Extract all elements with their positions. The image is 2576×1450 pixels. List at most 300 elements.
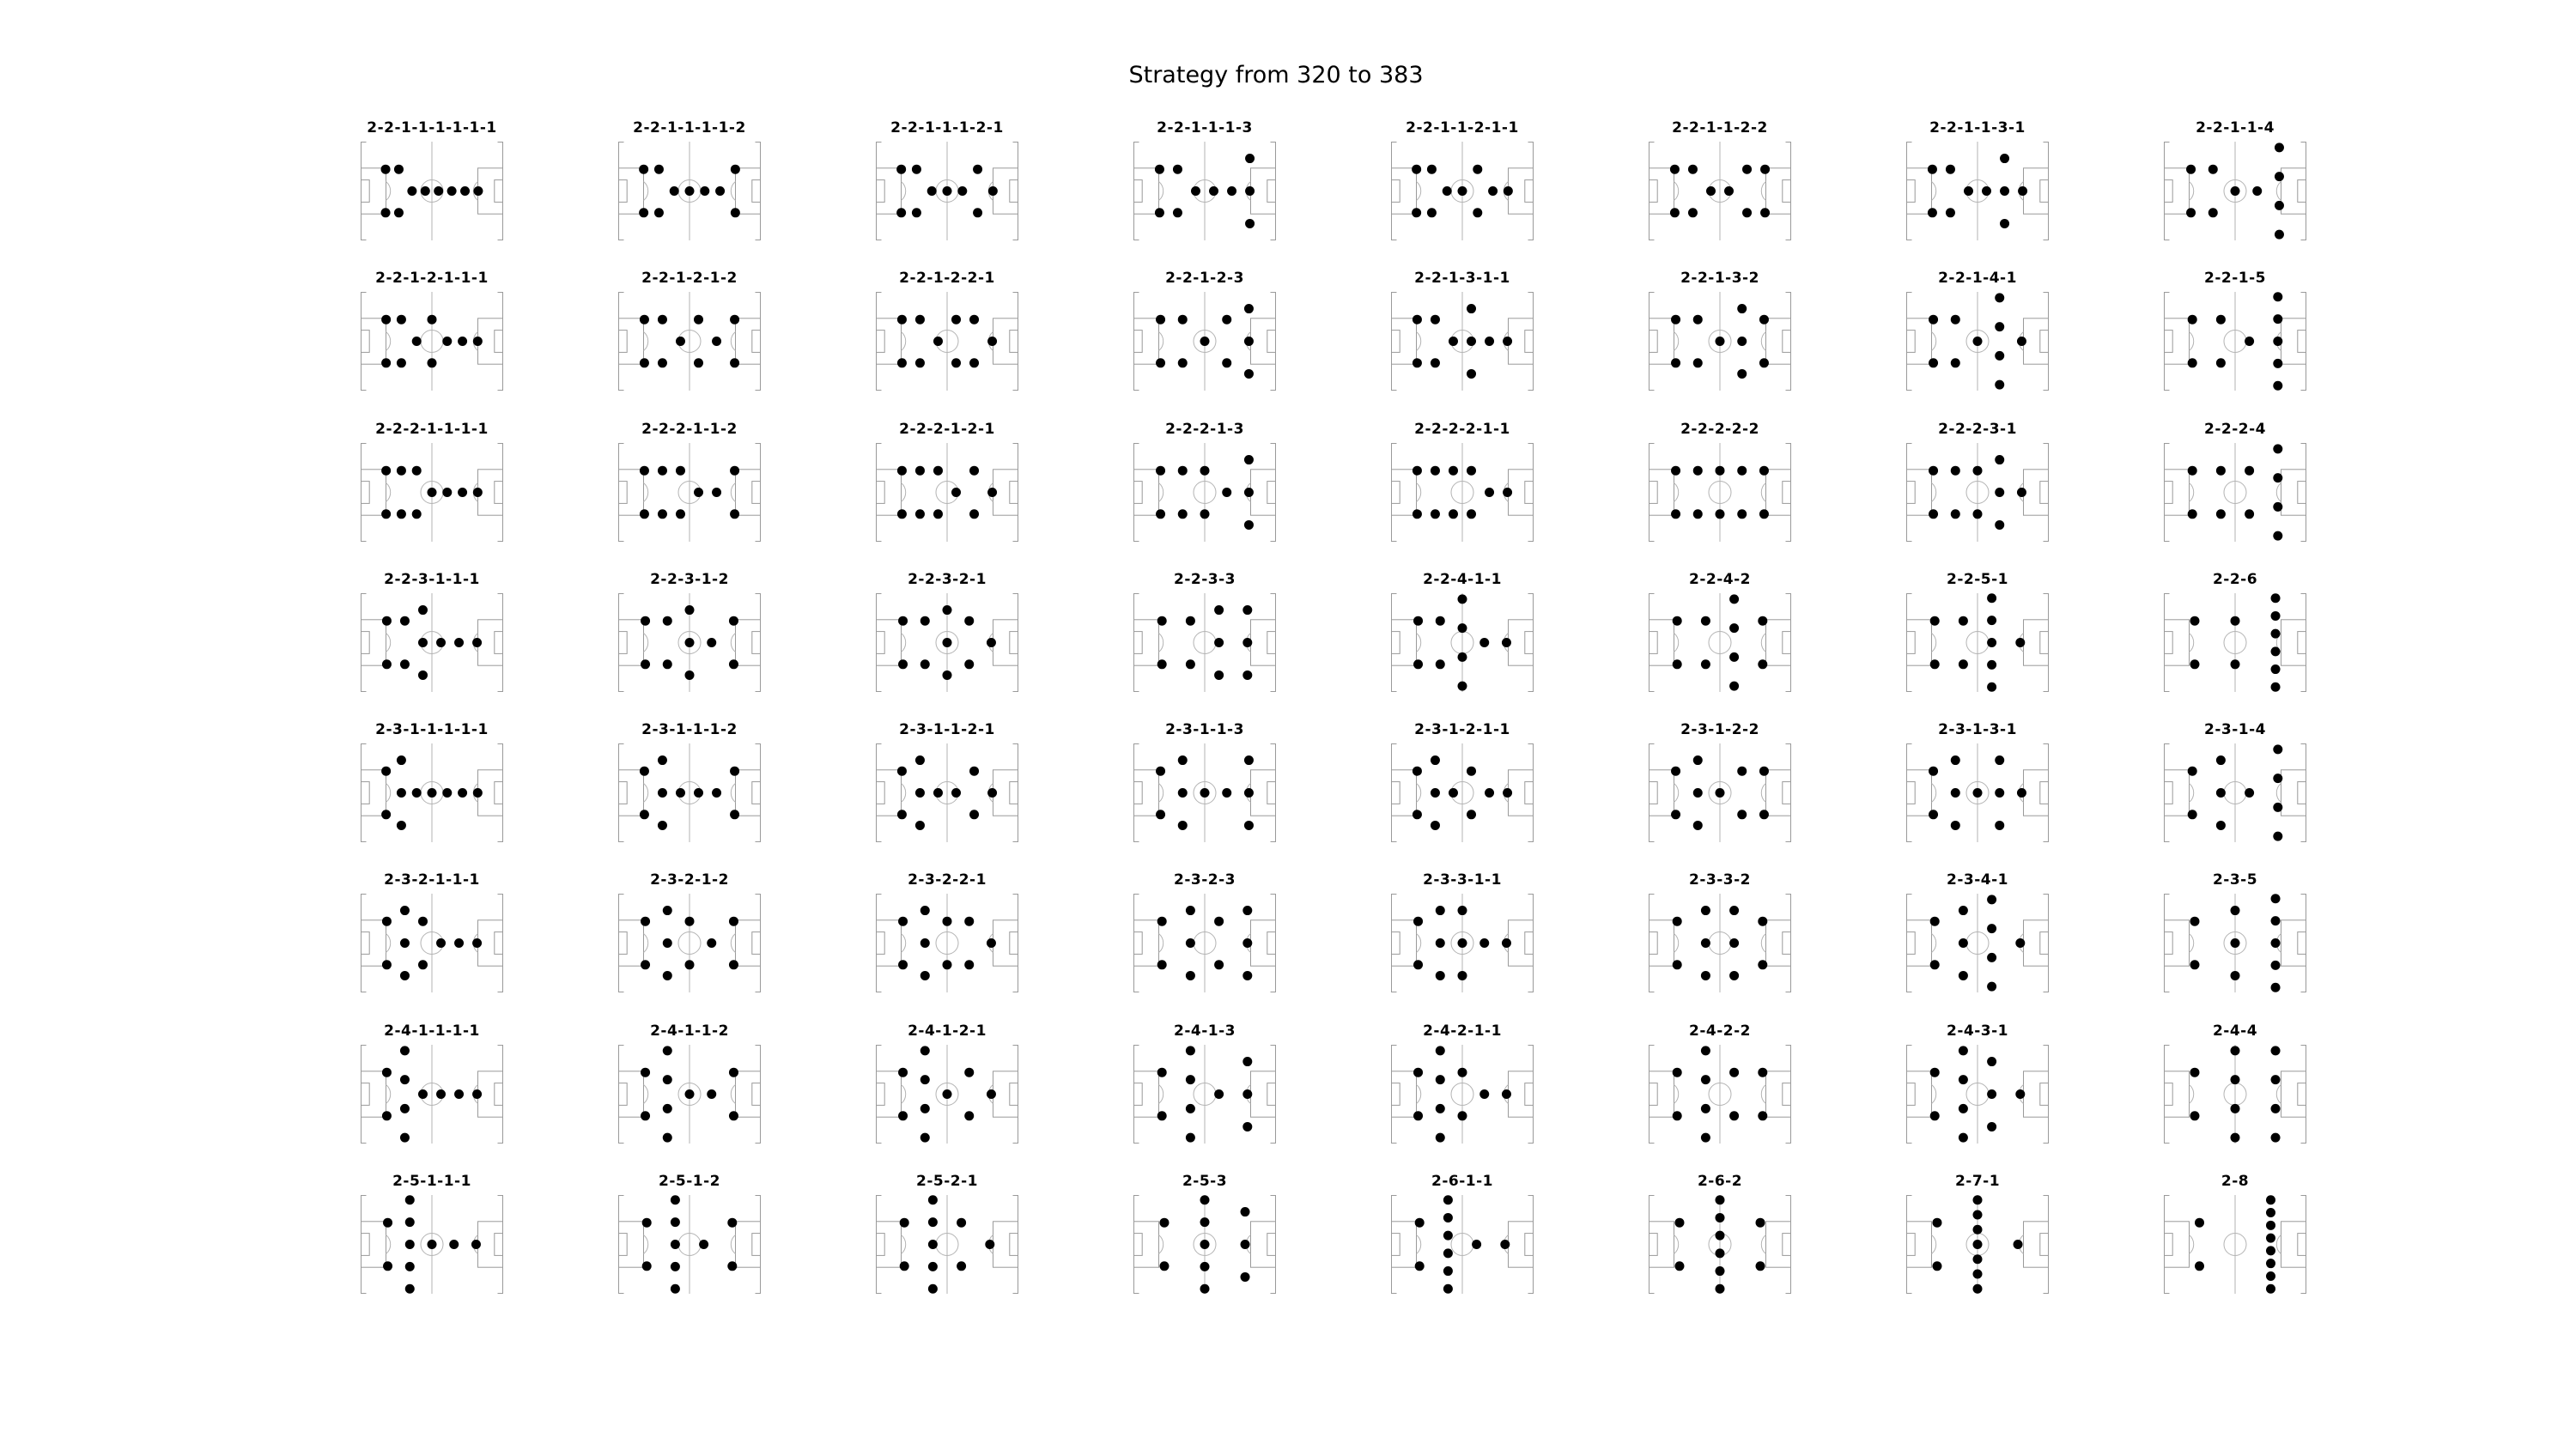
player-dot xyxy=(1431,359,1440,368)
player-dot xyxy=(928,1240,938,1249)
goal-area-right xyxy=(1783,932,1791,955)
penalty-area-left xyxy=(2165,469,2190,514)
player-dot xyxy=(1716,788,1725,798)
player-dot xyxy=(1222,488,1231,497)
player-dot xyxy=(412,337,422,346)
penalty-area-left xyxy=(1907,168,1932,214)
player-dot xyxy=(2231,971,2240,980)
player-dot xyxy=(1987,616,1996,625)
player-dot xyxy=(898,961,908,970)
penalty-area-right xyxy=(1251,469,1276,514)
player-dot xyxy=(2273,314,2282,324)
player-dot xyxy=(1701,1132,1710,1142)
goal-area-right xyxy=(1267,932,1276,955)
player-dot xyxy=(1758,659,1767,669)
formation-cell xyxy=(818,1022,1076,1173)
player-dot xyxy=(397,788,406,798)
penalty-area-right xyxy=(2024,1071,2049,1117)
player-dot xyxy=(964,961,974,970)
player-dot xyxy=(1244,520,1254,530)
goal-area-left xyxy=(877,932,885,955)
player-dot xyxy=(1443,186,1452,196)
formation-label: 2-2-1-1-1-3 xyxy=(1157,119,1253,137)
player-dot xyxy=(2018,186,2027,196)
penalty-arc-left xyxy=(1159,482,1163,501)
player-dot xyxy=(1995,322,2004,331)
pitch xyxy=(361,443,503,542)
penalty-area-right xyxy=(736,620,761,665)
player-dot xyxy=(1431,755,1440,765)
player-dot xyxy=(1449,509,1458,519)
penalty-arc-right xyxy=(731,1235,735,1254)
player-dot xyxy=(920,1132,930,1142)
player-dot xyxy=(2271,1046,2281,1055)
player-dot xyxy=(2190,917,2199,926)
player-dot xyxy=(920,938,930,948)
player-dot xyxy=(1503,788,1512,798)
player-dot xyxy=(1973,1270,1983,1279)
pitch xyxy=(2164,292,2306,391)
player-dot xyxy=(1479,638,1489,647)
formation-label: 2-2-1-1-4 xyxy=(2196,119,2275,137)
goal-area-left xyxy=(1134,782,1143,804)
formation-cell xyxy=(2106,1173,2364,1323)
player-dot xyxy=(1200,1262,1210,1271)
player-dot xyxy=(1729,652,1739,662)
player-dot xyxy=(1973,1210,1983,1220)
goal-area-right xyxy=(2040,1234,2049,1256)
formation-label: 2-2-2-2-1-1 xyxy=(1414,420,1510,438)
player-dot xyxy=(2273,444,2282,453)
player-dot xyxy=(1458,186,1467,196)
formation-label: 2-3-2-2-1 xyxy=(908,871,987,889)
pitch xyxy=(618,1045,761,1144)
formation-label: 2-3-1-2-1-1 xyxy=(1414,721,1510,739)
player-dot xyxy=(1222,359,1231,368)
player-dot xyxy=(400,659,410,669)
player-dot xyxy=(1157,961,1167,970)
player-dot xyxy=(1178,821,1188,830)
player-dot xyxy=(1244,488,1254,497)
player-dot xyxy=(727,1261,737,1271)
player-dot xyxy=(640,810,649,819)
penalty-arc-left xyxy=(1159,1235,1163,1254)
penalty-area-left xyxy=(2165,1222,2190,1267)
player-dot xyxy=(1186,938,1195,948)
goal-area-left xyxy=(1649,1083,1658,1105)
goal-area-right xyxy=(2298,1083,2306,1105)
player-dot xyxy=(1222,788,1231,798)
player-dot xyxy=(2195,1261,2204,1271)
player-dot xyxy=(2271,938,2281,948)
player-dot xyxy=(1200,1240,1210,1249)
formation-label: 2-3-1-2-2 xyxy=(1680,721,1759,739)
player-dot xyxy=(640,509,649,519)
goal-area-left xyxy=(361,631,370,653)
pitch xyxy=(1649,1045,1791,1144)
player-dot xyxy=(2266,1208,2275,1217)
player-dot xyxy=(640,767,649,776)
player-dot xyxy=(1758,1067,1767,1077)
player-dot xyxy=(1485,337,1494,346)
penalty-area-left xyxy=(361,319,386,364)
player-dot xyxy=(1987,1089,1996,1099)
player-dot xyxy=(920,1075,930,1084)
player-dot xyxy=(1729,681,1739,690)
formation-label: 2-4-1-2-1 xyxy=(908,1022,987,1040)
player-dot xyxy=(1200,1195,1210,1204)
penalty-arc-left xyxy=(1932,1235,1936,1254)
goal-area-left xyxy=(877,782,885,804)
player-dot xyxy=(381,208,391,217)
player-dot xyxy=(2271,895,2281,904)
player-dot xyxy=(1995,821,2004,830)
goal-area-right xyxy=(752,331,761,353)
formation-label: 2-3-1-1-1-1-1 xyxy=(375,721,489,739)
player-dot xyxy=(1693,509,1703,519)
pitch xyxy=(2164,743,2306,842)
player-dot xyxy=(943,917,952,926)
player-dot xyxy=(964,659,974,669)
formation-cell xyxy=(1591,721,1849,871)
player-dot xyxy=(1186,907,1195,916)
player-dot xyxy=(2266,1246,2275,1255)
pitch xyxy=(2164,443,2306,542)
goal-area-right xyxy=(495,481,503,503)
player-dot xyxy=(2271,961,2281,970)
player-dot xyxy=(1156,509,1165,519)
player-dot xyxy=(1987,593,1996,603)
formation-cell xyxy=(561,270,818,420)
player-dot xyxy=(1737,810,1747,819)
player-dot xyxy=(1701,1075,1710,1084)
player-dot xyxy=(663,1046,672,1055)
player-dot xyxy=(694,788,703,798)
penalty-area-right xyxy=(1509,620,1534,665)
player-dot xyxy=(1673,961,1682,970)
goal-area-left xyxy=(2165,1234,2173,1256)
formation-cell xyxy=(303,1022,561,1173)
player-dot xyxy=(1449,337,1458,346)
player-dot xyxy=(2271,917,2281,926)
player-dot xyxy=(933,465,943,475)
formation-cell xyxy=(1591,1173,1849,1323)
goal-area-left xyxy=(1649,932,1658,955)
penalty-area-right xyxy=(1251,920,1276,966)
player-dot xyxy=(1242,938,1252,948)
player-dot xyxy=(897,465,907,475)
formation-cell xyxy=(818,571,1076,721)
pitch xyxy=(1391,443,1534,542)
goal-area-left xyxy=(1649,481,1658,503)
player-dot xyxy=(1759,767,1769,776)
player-dot xyxy=(2190,1067,2199,1077)
formation-cell xyxy=(1076,871,1334,1022)
player-dot xyxy=(1244,821,1254,830)
player-dot xyxy=(2273,359,2282,368)
penalty-arc-right xyxy=(1761,332,1765,351)
player-dot xyxy=(676,465,685,475)
penalty-arc-left xyxy=(1674,332,1679,351)
goal-area-right xyxy=(752,1083,761,1105)
goal-area-left xyxy=(877,481,885,503)
goal-area-left xyxy=(619,782,628,804)
player-dot xyxy=(2275,230,2284,240)
goal-area-left xyxy=(1134,1083,1143,1105)
player-dot xyxy=(1479,938,1489,948)
penalty-arc-left xyxy=(2190,332,2194,351)
player-dot xyxy=(1173,165,1182,174)
formation-label: 2-2-4-1-1 xyxy=(1423,570,1502,588)
goal-area-left xyxy=(1649,180,1658,203)
goal-area-right xyxy=(1783,1083,1791,1105)
player-dot xyxy=(471,1240,481,1249)
penalty-area-right xyxy=(993,620,1018,665)
player-dot xyxy=(1436,971,1445,980)
player-dot xyxy=(1443,1266,1453,1276)
player-dot xyxy=(1412,165,1421,174)
player-dot xyxy=(1467,810,1476,819)
penalty-area-right xyxy=(2024,770,2049,816)
pitch xyxy=(2164,1195,2306,1294)
player-dot xyxy=(1178,359,1188,368)
penalty-arc-left xyxy=(386,482,391,501)
player-dot xyxy=(1436,1046,1445,1055)
goal-area-left xyxy=(1392,1083,1400,1105)
penalty-area-left xyxy=(1134,770,1159,816)
player-dot xyxy=(1186,1104,1195,1113)
player-dot xyxy=(1932,1261,1941,1271)
player-dot xyxy=(1467,304,1476,313)
penalty-area-left xyxy=(2165,1071,2190,1117)
player-dot xyxy=(898,659,908,669)
player-dot xyxy=(1242,971,1252,980)
player-dot xyxy=(1458,681,1467,690)
penalty-area-right xyxy=(736,319,761,364)
penalty-area-right xyxy=(1766,770,1791,816)
player-dot xyxy=(1729,907,1739,916)
penalty-area-left xyxy=(2165,319,2190,364)
goal-area-right xyxy=(2298,1234,2306,1256)
player-dot xyxy=(1929,509,1938,519)
player-dot xyxy=(898,616,908,626)
player-dot xyxy=(671,1195,680,1204)
player-dot xyxy=(2190,616,2199,626)
player-dot xyxy=(915,315,925,325)
penalty-area-right xyxy=(993,920,1018,966)
formation-cell xyxy=(818,871,1076,1022)
player-dot xyxy=(1959,616,1968,626)
formation-label: 2-5-1-2 xyxy=(659,1173,720,1191)
player-dot xyxy=(1156,465,1165,475)
pitch xyxy=(1649,443,1791,542)
player-dot xyxy=(987,938,996,948)
goal-area-right xyxy=(1525,180,1534,203)
player-dot xyxy=(1673,1067,1682,1077)
player-dot xyxy=(2014,1240,2023,1249)
penalty-arc-left xyxy=(1417,934,1421,953)
player-dot xyxy=(731,208,740,217)
player-dot xyxy=(1973,1240,1983,1249)
player-dot xyxy=(915,788,925,798)
penalty-area-right xyxy=(2281,1222,2306,1267)
player-dot xyxy=(1671,810,1680,819)
player-dot xyxy=(1759,315,1769,325)
player-dot xyxy=(1959,907,1968,916)
player-dot xyxy=(1244,304,1254,313)
pitch xyxy=(1133,292,1276,391)
goal-area-right xyxy=(1267,782,1276,804)
pitch xyxy=(1391,743,1534,842)
penalty-area-left xyxy=(2165,770,2190,816)
player-dot xyxy=(472,638,482,647)
player-dot xyxy=(397,821,406,830)
formation-label: 2-2-2-1-2-1 xyxy=(899,420,995,438)
player-dot xyxy=(400,1046,410,1055)
player-dot xyxy=(2017,488,2026,497)
formation-label: 2-7-1 xyxy=(1954,1173,2001,1191)
player-dot xyxy=(1724,186,1734,196)
player-dot xyxy=(1729,1111,1739,1120)
player-dot xyxy=(1214,1089,1224,1099)
goal-area-right xyxy=(1783,631,1791,653)
formation-label: 2-2-1-4-1 xyxy=(1938,270,2017,288)
player-dot xyxy=(639,165,648,174)
penalty-area-left xyxy=(1392,620,1417,665)
goal-area-right xyxy=(1267,1234,1276,1256)
player-dot xyxy=(2216,755,2226,765)
player-dot xyxy=(676,337,685,346)
player-dot xyxy=(730,315,739,325)
player-dot xyxy=(1932,1218,1941,1228)
formation-label: 2-3-1-1-1-2 xyxy=(641,721,738,739)
player-dot xyxy=(641,1067,650,1077)
player-dot xyxy=(727,1218,737,1228)
player-dot xyxy=(394,208,404,217)
penalty-arc-left xyxy=(1159,1084,1163,1103)
player-dot xyxy=(1729,971,1739,980)
penalty-area-left xyxy=(1907,319,1932,364)
pitch xyxy=(1391,894,1534,992)
player-dot xyxy=(436,638,446,647)
penalty-area-left xyxy=(877,469,902,514)
player-dot xyxy=(2273,745,2282,755)
player-dot xyxy=(1200,788,1210,798)
player-dot xyxy=(2190,659,2199,669)
penalty-area-right xyxy=(736,1071,761,1117)
penalty-area-right xyxy=(2281,168,2306,214)
goal-area-left xyxy=(1392,331,1400,353)
penalty-area-left xyxy=(1649,1071,1674,1117)
formation-cell xyxy=(818,119,1076,270)
player-dot xyxy=(1737,465,1747,475)
penalty-area-right xyxy=(2281,620,2306,665)
player-dot xyxy=(383,1261,392,1271)
penalty-area-left xyxy=(619,319,644,364)
penalty-area-right xyxy=(1766,620,1791,665)
player-dot xyxy=(640,315,649,325)
player-dot xyxy=(658,465,667,475)
player-dot xyxy=(1485,788,1494,798)
player-dot xyxy=(1242,1089,1252,1099)
player-dot xyxy=(2186,208,2196,217)
player-dot xyxy=(715,186,725,196)
player-dot xyxy=(969,465,979,475)
goal-area-right xyxy=(495,932,503,955)
player-dot xyxy=(1436,616,1445,626)
penalty-arc-left xyxy=(644,332,648,351)
player-dot xyxy=(897,315,907,325)
player-dot xyxy=(397,465,406,475)
player-dot xyxy=(969,767,979,776)
player-dot xyxy=(1244,455,1254,464)
penalty-arc-right xyxy=(2276,1084,2281,1103)
penalty-area-left xyxy=(877,1071,902,1117)
formation-cell xyxy=(303,270,561,420)
player-dot xyxy=(731,165,740,174)
formation-label: 2-3-2-1-1-1 xyxy=(384,871,480,889)
formation-cell xyxy=(818,270,1076,420)
penalty-area-left xyxy=(1649,1222,1674,1267)
player-dot xyxy=(381,810,391,819)
penalty-area-right xyxy=(2281,319,2306,364)
pitch xyxy=(361,593,503,692)
player-dot xyxy=(2231,659,2240,669)
player-dot xyxy=(730,509,739,519)
player-dot xyxy=(1186,1046,1195,1055)
formation-cell xyxy=(1591,119,1849,270)
goal-area-right xyxy=(495,1234,503,1256)
player-dot xyxy=(1178,315,1188,325)
penalty-arc-left xyxy=(386,633,391,652)
penalty-arc-left xyxy=(1674,784,1679,803)
player-dot xyxy=(642,1261,652,1271)
player-dot xyxy=(1673,616,1682,626)
goal-area-right xyxy=(1525,331,1534,353)
pitch xyxy=(876,443,1018,542)
goal-area-left xyxy=(2165,631,2173,653)
penalty-arc-left xyxy=(902,1235,906,1254)
pitch xyxy=(1649,743,1791,842)
penalty-area-right xyxy=(993,1222,1018,1267)
penalty-arc-right xyxy=(1761,784,1765,803)
player-dot xyxy=(654,165,664,174)
player-dot xyxy=(1436,1104,1445,1113)
goal-area-left xyxy=(1649,631,1658,653)
formation-cell xyxy=(1076,721,1334,871)
player-dot xyxy=(473,337,483,346)
player-dot xyxy=(405,1217,415,1227)
formation-cell xyxy=(303,119,561,270)
goal-area-left xyxy=(1649,1234,1658,1256)
penalty-arc-left xyxy=(644,482,648,501)
goal-area-left xyxy=(619,481,628,503)
player-dot xyxy=(442,337,452,346)
player-dot xyxy=(1671,767,1680,776)
player-dot xyxy=(685,638,695,647)
player-dot xyxy=(1467,767,1476,776)
player-dot xyxy=(1760,208,1770,217)
formation-cell xyxy=(1849,1022,2106,1173)
goal-area-right xyxy=(2040,331,2049,353)
penalty-area-right xyxy=(478,1222,503,1267)
penalty-area-left xyxy=(1392,168,1417,214)
player-dot xyxy=(663,1132,672,1142)
goal-area-left xyxy=(1134,331,1143,353)
player-dot xyxy=(964,1111,974,1120)
formation-label: 2-4-2-1-1 xyxy=(1423,1022,1502,1040)
player-dot xyxy=(1436,659,1445,669)
